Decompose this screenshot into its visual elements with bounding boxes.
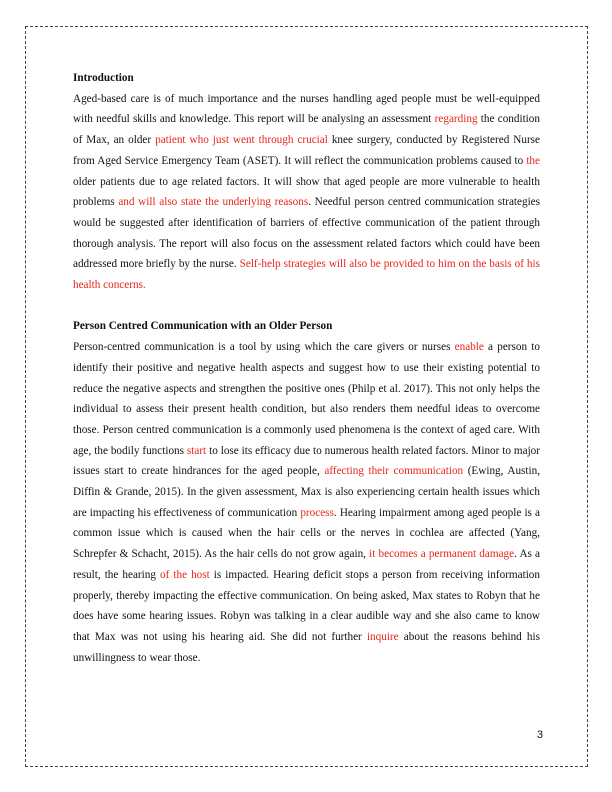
body-text: a person to identify their positive and negative health aspects and suggest how to use their existing potential to reduce the negative aspects and strengthen the positive ones (Philp et al. 2017). This not only helps the individual to assess their present health condition, but also renders them needful ideas to overcome those. Person centred communication is a commonly used phenomena is the context of aged care. With age, the bodily functions [73, 341, 540, 457]
intro-heading: Introduction [73, 72, 134, 84]
body-text: . As a result, the hearing [73, 548, 541, 581]
highlighted-text: process [300, 506, 334, 519]
body-text: (Ewing, Austin, Diffin & Grande, 2015). In the given assessment, Max is also experiencing certain health issues which are impacting his effectiveness of communication [73, 465, 541, 519]
highlighted-text: Self-help strategies will also be provided to him on the basis of his health concerns. [73, 258, 540, 292]
body-text: Aged-based care is of much importance and the nurses handling aged people must be well-equipped with needful skills and knowledge. This report will be analysing an assessment [73, 92, 540, 126]
highlighted-text: patient who just went through crucial [155, 134, 328, 147]
page-number: 3 [536, 729, 543, 741]
body-text: . Needful person centred communication strategies would be suggested after identification of barriers of effective communication of the patient through thorough analysis. The report will also focus on the assessment related factors which could have been addressed more briefly by the nurse. [73, 196, 541, 271]
body-text: Person-centred communication is a tool by using which the care givers or nurses [73, 341, 455, 354]
highlighted-text: regarding [434, 113, 478, 126]
section-gap [73, 296, 540, 317]
highlighted-text: of the host [160, 568, 210, 581]
section2-paragraph [73, 337, 540, 668]
highlighted-text: it becomes a permanent damage [369, 548, 515, 561]
highlighted-text: start [186, 444, 207, 457]
highlighted-text: the [526, 154, 540, 167]
body-text: knee surgery, conducted by Registered Nurse from Aged Service Emergency Team (ASET). It will reflect the communication problems caused to [73, 134, 540, 167]
highlighted-text: and will also state the underlying reasons [118, 196, 309, 209]
highlighted-text: affecting their communication [324, 465, 464, 478]
body-text: the condition of Max, an older [73, 113, 540, 147]
intro-paragraph [73, 89, 540, 296]
highlighted-text: enable [454, 341, 484, 354]
body-text: is impacted. Hearing deficit stops a person from receiving information properly, thereby impacting the effective communication. On being asked, Max states to Robyn that he does have some hearing issues. Robyn was talking in a clear audible way and she also came to know that Max was not using his hearing aid. She did not further [73, 568, 540, 643]
highlighted-text: inquire [366, 630, 399, 643]
document-body [73, 68, 540, 668]
body-text: older patients due to age related factors. It will show that aged people are more vulnerable to health problems [73, 175, 540, 209]
section2-heading: Person Centred Communication with an Older Person [73, 320, 333, 333]
body-text: . Hearing impairment among aged people is a common issue which is caused when the hair cells or the nerves in cochlea are affected (Yang, Schrepfer & Schacht, 2015). As the hair cells do not grow again, [73, 506, 540, 561]
body-text: to lose its efficacy due to numerous health related factors. Minor to major issues start to create hindrances for the aged people, [73, 444, 540, 478]
body-text: about the reasons behind his unwillingness to wear those. [73, 630, 540, 664]
